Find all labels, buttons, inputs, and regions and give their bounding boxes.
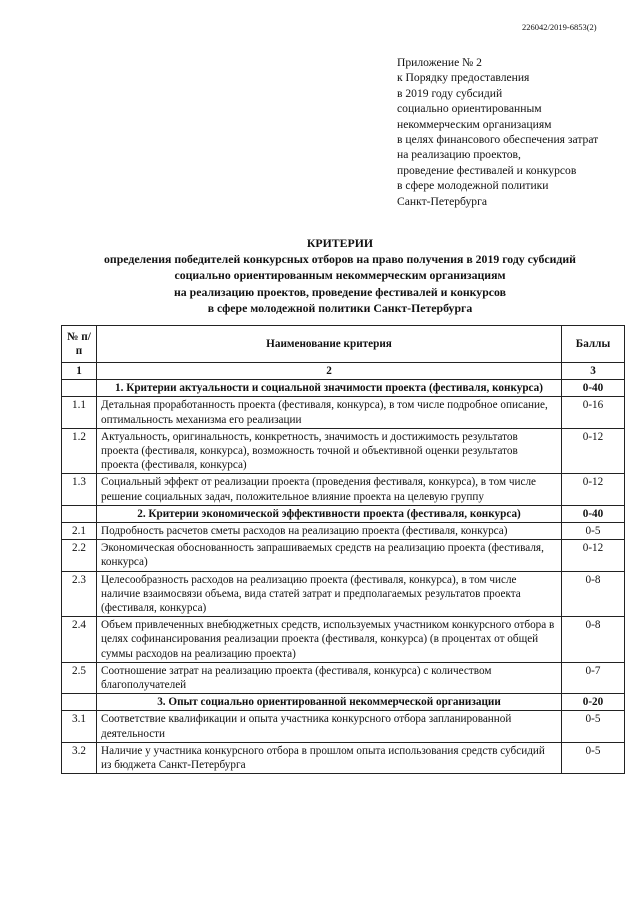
row-points: 0-5 bbox=[562, 742, 625, 773]
table-row bbox=[62, 428, 625, 474]
row-points: 0-5 bbox=[562, 711, 625, 742]
row-num: 3.1 bbox=[62, 711, 97, 742]
table-row bbox=[62, 711, 625, 742]
row-name: 3. Опыт социально ориентированной некоммерческой организации bbox=[97, 694, 562, 711]
row-points: 0-7 bbox=[562, 662, 625, 693]
index-points: 3 bbox=[562, 363, 625, 380]
row-points: 0-16 bbox=[562, 397, 625, 428]
row-points: 0-40 bbox=[562, 380, 625, 397]
row-name: Подробность расчетов сметы расходов на реализацию проекта (фестиваля, конкурса) bbox=[97, 523, 562, 540]
section-row bbox=[62, 694, 625, 711]
row-points: 0-5 bbox=[562, 523, 625, 540]
appendix-line: на реализацию проектов, bbox=[397, 148, 521, 162]
header-points: Баллы bbox=[562, 326, 625, 363]
appendix-line: в целях финансового обеспечения затрат bbox=[397, 133, 599, 147]
row-name: Социальный эффект от реализации проекта (проведения фестиваля, конкурса), в том числе решение социальных задач, положительное влияние проекта на целевую группу bbox=[97, 474, 562, 505]
title-line: в сфере молодежной политики Санкт-Петербурга bbox=[207, 300, 473, 315]
row-name: Актуальность, оригинальность, конкретность, значимость и достижимость результатов проекта (фестиваля, конкурса), возможность точной и объективной оценки результатов проекта (фестиваля, конкурса) bbox=[97, 428, 562, 474]
row-points: 0-8 bbox=[562, 617, 625, 663]
row-num bbox=[62, 694, 97, 711]
row-num: 1.1 bbox=[62, 397, 97, 428]
table-row bbox=[62, 474, 625, 505]
row-name: Объем привлеченных внебюджетных средств, используемых участником конкурсного отбора в целях софинансирования реализации проекта (фестиваля, конкурса) (в процентах от общей суммы расходов на реализацию проекта) bbox=[97, 617, 562, 663]
row-points: 0-20 bbox=[562, 694, 625, 711]
title-line: определения победителей конкурсных отборов на право получения в 2019 году субсидий bbox=[104, 252, 576, 267]
row-num: 1.3 bbox=[62, 474, 97, 505]
header-num: № п/п bbox=[62, 326, 97, 363]
row-num: 2.4 bbox=[62, 617, 97, 663]
row-num bbox=[62, 505, 97, 522]
row-name: Наличие у участника конкурсного отбора в прошлом опыта использования средств субсидий из бюджета Санкт-Петербурга bbox=[97, 742, 562, 773]
index-num: 1 bbox=[62, 363, 97, 380]
appendix-line: в сфере молодежной политики bbox=[397, 179, 549, 193]
appendix-line: Приложение № 2 bbox=[397, 56, 482, 69]
document-number: 226042/2019-6853(2) bbox=[522, 22, 597, 32]
table-header-row bbox=[62, 326, 625, 363]
row-name: Экономическая обоснованность запрашиваемых средств на реализацию проекта (фестиваля, конкурса) bbox=[97, 540, 562, 571]
section-row bbox=[62, 380, 625, 397]
row-num: 2.1 bbox=[62, 523, 97, 540]
appendix-line: социально ориентированным bbox=[397, 102, 542, 116]
appendix-line: Санкт-Петербурга bbox=[397, 194, 487, 208]
appendix-line: проведение фестивалей и конкурсов bbox=[397, 163, 577, 177]
table-row bbox=[62, 571, 625, 617]
section-row bbox=[62, 505, 625, 522]
table-index-row bbox=[62, 363, 625, 380]
title-line: на реализацию проектов, проведение фестивалей и конкурсов bbox=[174, 284, 506, 299]
row-num: 2.3 bbox=[62, 571, 97, 617]
row-name: Детальная проработанность проекта (фестиваля, конкурса), в том числе подробное описание, оптимальность механизма его реализации bbox=[97, 397, 562, 428]
table-row bbox=[62, 540, 625, 571]
document-title bbox=[40, 235, 640, 316]
table-row bbox=[62, 523, 625, 540]
title-line: социально ориентированным некоммерческим организациям bbox=[174, 268, 506, 283]
index-name: 2 bbox=[97, 363, 562, 380]
table-row bbox=[62, 742, 625, 773]
table-row bbox=[62, 397, 625, 428]
appendix-block bbox=[397, 55, 633, 209]
row-name: Соотношение затрат на реализацию проекта (фестиваля, конкурса) с количеством благополучателей bbox=[97, 662, 562, 693]
row-num: 2.5 bbox=[62, 662, 97, 693]
row-points: 0-40 bbox=[562, 505, 625, 522]
row-name: Соответствие квалификации и опыта участника конкурсного отбора запланированной деятельности bbox=[97, 711, 562, 742]
row-num: 1.2 bbox=[62, 428, 97, 474]
row-points: 0-12 bbox=[562, 540, 625, 571]
row-name: Целесообразность расходов на реализацию проекта (фестиваля, конкурса), в том числе наличие взаимосвязи объема, вида статей затрат и предполагаемых результатов проекта (фестиваля, конкурса) bbox=[97, 571, 562, 617]
table-row bbox=[62, 662, 625, 693]
title-heading: КРИТЕРИИ bbox=[306, 236, 374, 250]
table-row bbox=[62, 617, 625, 663]
row-num: 3.2 bbox=[62, 742, 97, 773]
appendix-line: некоммерческим организациям bbox=[397, 117, 552, 131]
row-name: 2. Критерии экономической эффективности проекта (фестиваля, конкурса) bbox=[97, 505, 562, 522]
row-name: 1. Критерии актуальности и социальной значимости проекта (фестиваля, конкурса) bbox=[97, 380, 562, 397]
header-name: Наименование критерия bbox=[97, 326, 562, 363]
row-points: 0-8 bbox=[562, 571, 625, 617]
appendix-line: к Порядку предоставления bbox=[397, 71, 530, 85]
row-points: 0-12 bbox=[562, 474, 625, 505]
row-num bbox=[62, 380, 97, 397]
row-num: 2.2 bbox=[62, 540, 97, 571]
row-points: 0-12 bbox=[562, 428, 625, 474]
appendix-line: в 2019 году субсидий bbox=[397, 86, 503, 100]
criteria-table bbox=[61, 325, 625, 774]
